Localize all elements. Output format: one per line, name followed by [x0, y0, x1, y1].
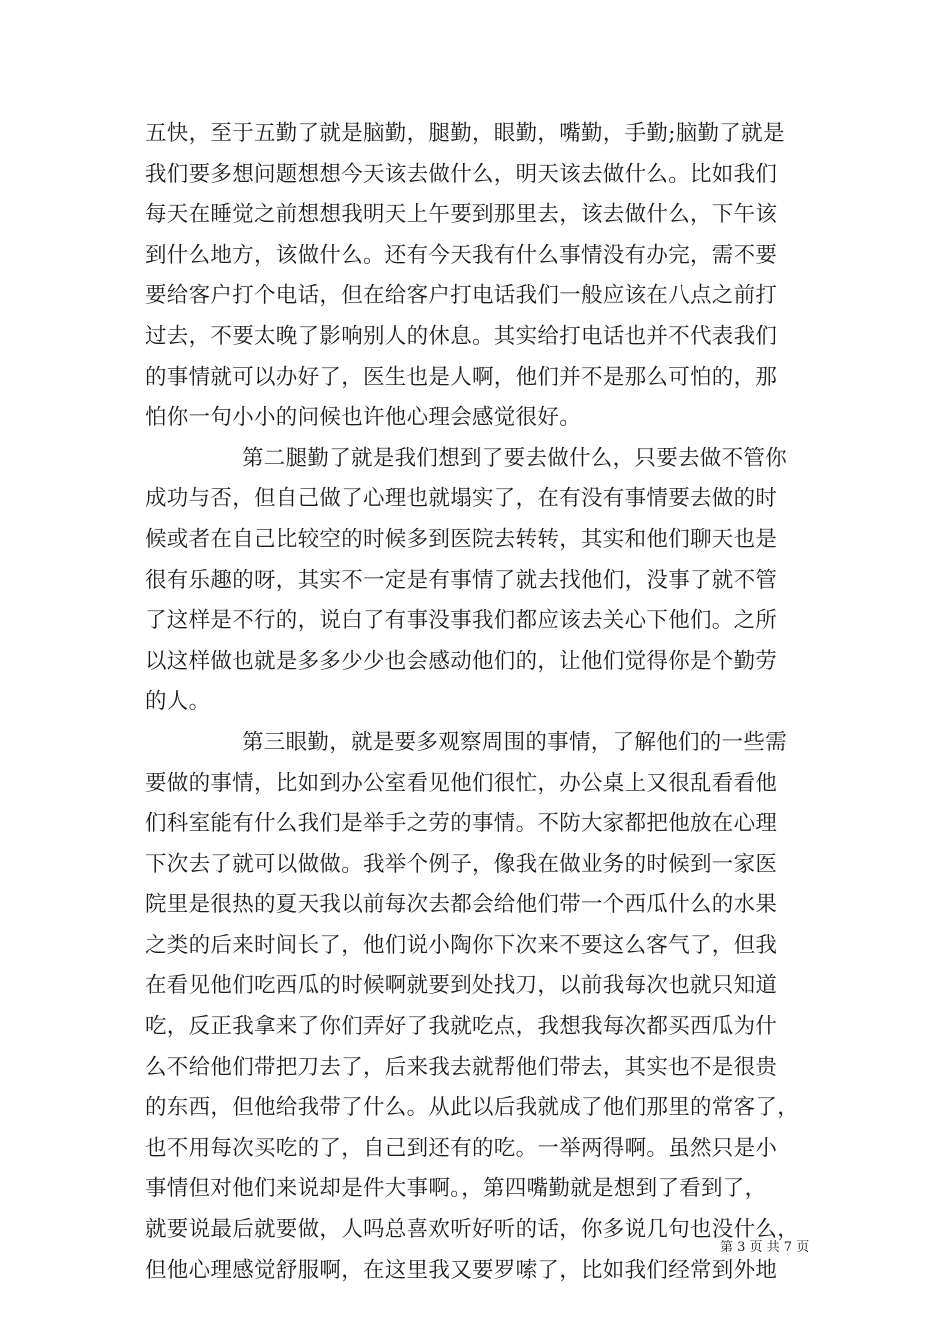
text-line: 要做的事情，比如到办公室看见他们很忙，办公桌上又很乱看看他 — [145, 770, 778, 796]
text-line: 以这样做也就是多多少少也会感动他们的，让他们觉得你是个勤劳 — [145, 648, 778, 674]
paragraph — [145, 439, 815, 723]
text-line: 么不给他们带把刀去了，后来我去就帮他们带去，其实也不是很贵 — [145, 1054, 778, 1080]
text-line: 的东西，但他给我带了什么。从此以后我就成了他们那里的常客了， — [145, 1095, 800, 1121]
paragraph — [145, 723, 815, 1291]
text-line: 了这样是不行的，说白了有事没事我们都应该去关心下他们。之所 — [145, 608, 778, 634]
document-body — [145, 114, 815, 1291]
text-line: 候或者在自己比较空的时候多到医院去转转，其实和他们聊天也是 — [145, 526, 778, 552]
text-line: 五快，至于五勤了就是脑勤，腿勤，眼勤，嘴勤，手勤;脑勤了就是 — [145, 121, 785, 146]
text-line: 的人。 — [145, 689, 211, 715]
text-line: 第三眼勤，就是要多观察周围的事情，了解他们的一些需 — [242, 729, 788, 755]
text-line: 很有乐趣的呀，其实不一定是有事情了就去找他们，没事了就不管 — [145, 567, 778, 593]
text-line: 每天在睡觉之前想想我明天上午要到那里去，该去做什么，下午该 — [145, 202, 778, 228]
page-footer — [0, 1236, 950, 1256]
text-line: 到什么地方，该做什么。还有今天我有什么事情没有办完，需不要 — [145, 242, 778, 268]
text-line: 们科室能有什么我们是举手之劳的事情。不防大家都把他放在心理 — [145, 811, 778, 837]
text-line: 也不用每次买吃的了，自己到还有的吃。一举两得啊。虽然只是小 — [145, 1135, 778, 1161]
text-line: 要给客户打个电话，但在给客户打电话我们一般应该在八点之前打 — [145, 283, 778, 309]
text-line: 过去，不要太晚了影响别人的休息。其实给打电话也并不代表我们 — [145, 323, 778, 349]
text-line: 但他心理感觉舒服啊，在这里我又要罗嗦了，比如我们经常到外地 — [145, 1257, 778, 1283]
text-line: 吃，反正我拿来了你们弄好了我就吃点，我想我每次都买西瓜为什 — [145, 1014, 778, 1040]
text-line: 怕你一句小小的问候也许他心理会感觉很好。 — [145, 405, 582, 431]
text-line: 下次去了就可以做做。我举个例子，像我在做业务的时候到一家医 — [145, 851, 778, 877]
text-line: 事情但对他们来说却是件大事啊。，第四嘴勤就是想到了看到了， — [145, 1176, 767, 1202]
paragraph — [145, 114, 815, 439]
text-line: 的事情就可以办好了，医生也是人啊，他们并不是那么可怕的，那 — [145, 364, 778, 390]
text-line: 之类的后来时间长了，他们说小陶你下次来不要这么客气了，但我 — [145, 932, 778, 958]
text-line: 院里是很热的夏天我以前每次去都会给他们带一个西瓜什么的水果 — [145, 892, 778, 918]
text-line: 我们要多想问题想想今天该去做什么，明天该去做什么。比如我们 — [145, 161, 778, 187]
text-line: 在看见他们吃西瓜的时候啊就要到处找刀，以前我每次也就只知道 — [145, 973, 778, 999]
text-line: 成功与否，但自己做了心理也就塌实了，在有没有事情要去做的时 — [145, 486, 778, 512]
text-line: 第二腿勤了就是我们想到了要去做什么，只要去做不管你 — [242, 445, 788, 471]
text-line: 就要说最后就要做，人吗总喜欢听好听的话，你多说几句也没什么， — [145, 1217, 800, 1243]
page-number: 第 3 页 共 7 页 — [720, 1240, 810, 1255]
